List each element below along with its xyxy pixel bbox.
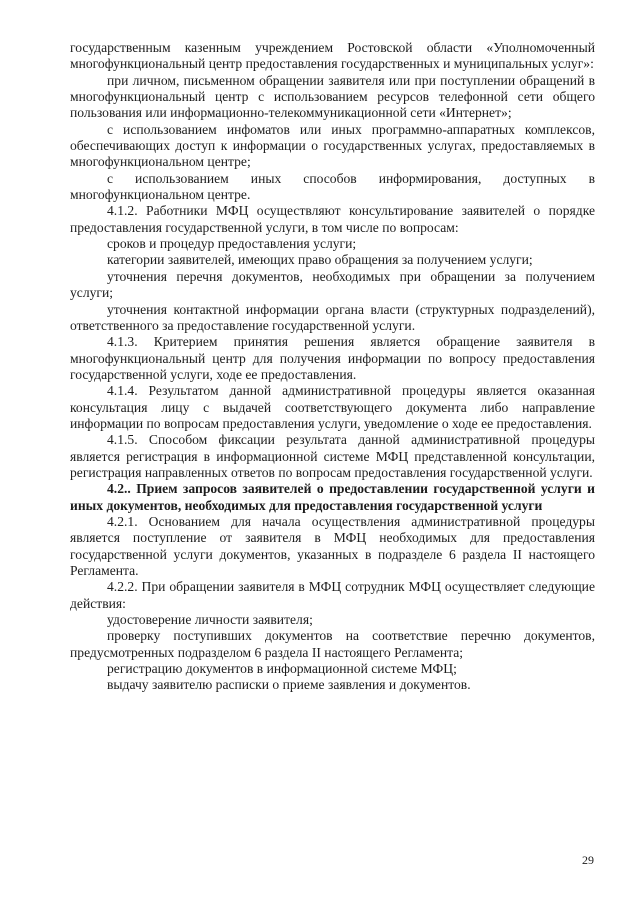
list-item-check-docs: проверку поступивших документов на соответствие перечню документов, предусмотренных подразделом 6 раздела II настоящего Регламента; bbox=[70, 628, 595, 660]
list-item-registration: регистрацию документов в информационной системе МФЦ; bbox=[107, 661, 457, 677]
paragraph-4-1-2: 4.1.2. Работники МФЦ осуществляют консультирование заявителей о порядке предоставления государственной услуги, в том числе по вопросам: bbox=[70, 203, 595, 235]
paragraph-personal-appeal: при личном, письменном обращении заявителя или при поступлении обращений в многофункциональный центр с использованием ресурсов телефонной сети общего пользования или информационно-телекоммуникационной сети «Интернет»; bbox=[70, 72, 595, 121]
paragraph-other-methods: с использованием иных способов информирования, доступных в многофункциональном центре. bbox=[70, 170, 595, 203]
page-number: 29 bbox=[582, 853, 594, 867]
list-item-documents: уточнения перечня документов, необходимых при обращении за получением услуги; bbox=[70, 268, 595, 301]
paragraph-4-1-3: 4.1.3. Критерием принятия решения является обращение заявителя в многофункциональный центр для получения информации по вопросу предоставления государственной услуги, ходе ее предоставления. bbox=[70, 334, 595, 382]
paragraph-4-1-5: 4.1.5. Способом фиксации результата данной административной процедуры является регистрация в информационной системе МФЦ представленной консультации, регистрация направленных ответов по вопросам предоставления государственной услуги. bbox=[70, 432, 595, 480]
section-heading-4-2: 4.2.. Прием запросов заявителей о предоставлении государственной услуги и иных документов, необходимых для предоставления государственной услуги bbox=[70, 481, 595, 513]
paragraph-4-2-1: 4.2.1. Основанием для начала осуществления административной процедуры является поступление от заявителя в МФЦ необходимых для предоставления государственной услуги документов, указанных в подразделе 6 раздела II настоящего Регламента. bbox=[70, 513, 595, 578]
list-item-terms: сроков и процедур предоставления услуги; bbox=[107, 236, 357, 252]
paragraph-infomats: с использованием инфоматов или иных программно-аппаратных комплексов, обеспечивающих доступ к информации о государственных услугах, предоставляемых в многофункциональном центре; bbox=[70, 121, 595, 170]
paragraph-4-1-4: 4.1.4. Результатом данной административной процедуры является оказанная консультация лицу с выдачей соответствующего документа либо направление информации по вопросам предоставления услуги, уведомление о ходе ее предоставления. bbox=[70, 383, 595, 431]
paragraph-4-2-2: 4.2.2. При обращении заявителя в МФЦ сотрудник МФЦ осуществляет следующие действия: bbox=[70, 579, 595, 611]
list-item-receipt: выдачу заявителю расписки о приеме заявления и документов. bbox=[107, 677, 471, 693]
page-body bbox=[70, 40, 595, 694]
list-item-identity: удостоверение личности заявителя; bbox=[107, 612, 313, 628]
list-item-categories: категории заявителей, имеющих право обращения за получением услуги; bbox=[107, 252, 533, 268]
paragraph-mfc-name: государственным казенным учреждением Ростовской области «Уполномоченный многофункциональный центр предоставления государственных и муниципальных услуг»: bbox=[70, 40, 595, 72]
list-item-contacts: уточнения контактной информации органа власти (структурных подразделений), ответственного за предоставление государственной услуги. bbox=[70, 301, 595, 333]
